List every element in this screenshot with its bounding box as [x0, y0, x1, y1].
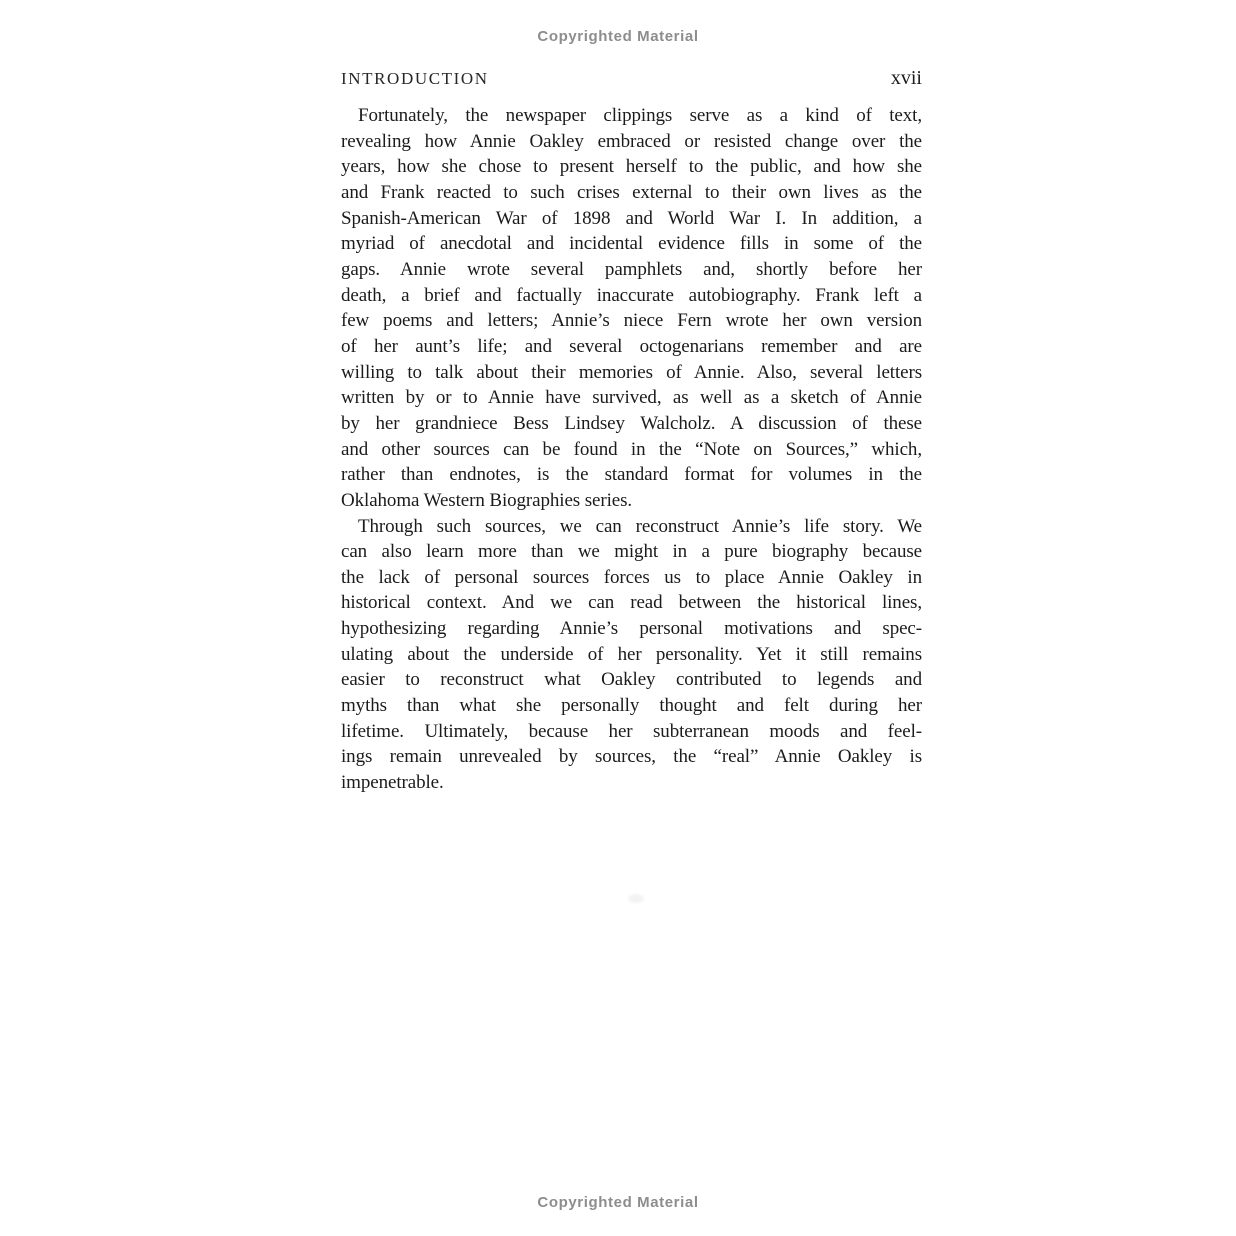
text-line: historical context. And we can read between the historical lines, — [341, 592, 922, 614]
paragraph — [341, 514, 922, 796]
page-number: xvii — [890, 67, 922, 89]
text-line: myriad of anecdotal and incidental evidence fills in some of the — [341, 233, 922, 255]
text-line: can also learn more than we might in a pure biography because — [341, 541, 922, 563]
text-line: rather than endnotes, is the standard format for volumes in the — [341, 464, 922, 486]
text-line: Oklahoma Western Biographies series. — [341, 489, 633, 511]
text-line: willing to talk about their memories of Annie. Also, several letters — [341, 361, 922, 383]
page-header — [341, 67, 922, 90]
text-line: Through such sources, we can reconstruct Annie’s life story. We — [358, 515, 922, 537]
text-line: and other sources can be found in the “Note on Sources,” which, — [341, 438, 922, 460]
text-line: of her aunt’s life; and several octogenarians remember and are — [341, 335, 922, 357]
text-line: myths than what she personally thought and felt during her — [341, 695, 922, 717]
text-line: the lack of personal sources forces us to place Annie Oakley in — [341, 566, 922, 588]
text-line: few poems and letters; Annie’s niece Fern wrote her own version — [341, 310, 922, 332]
scan-artifact — [628, 894, 644, 903]
text-line: years, how she chose to present herself to the public, and how she — [341, 156, 922, 178]
running-head: INTRODUCTION — [341, 69, 489, 88]
body-text — [341, 103, 922, 796]
text-line: gaps. Annie wrote several pamphlets and, shortly before her — [341, 258, 922, 280]
paragraph — [341, 103, 922, 514]
text-line: Spanish-American War of 1898 and World War I. In addition, a — [341, 207, 922, 229]
text-line: by her grandniece Bess Lindsey Walcholz. A discussion of these — [341, 412, 922, 434]
text-line: ulating about the underside of her personality. Yet it still remains — [341, 643, 922, 665]
text-line: and Frank reacted to such crises external to their own lives as the — [341, 181, 922, 203]
text-line: revealing how Annie Oakley embraced or resisted change over the — [341, 130, 922, 152]
text-line: ings remain unrevealed by sources, the “real” Annie Oakley is — [341, 746, 922, 768]
text-line: impenetrable. — [341, 772, 444, 794]
copyright-notice-bottom: Copyrighted Material — [537, 1194, 699, 1211]
text-line: lifetime. Ultimately, because her subterranean moods and feel- — [341, 720, 922, 742]
text-line: Fortunately, the newspaper clippings serve as a kind of text, — [358, 105, 922, 126]
copyright-notice-top: Copyrighted Material — [537, 28, 699, 45]
text-line: death, a brief and factually inaccurate autobiography. Frank left a — [341, 284, 922, 306]
text-line: hypothesizing regarding Annie’s personal motivations and spec- — [341, 618, 922, 640]
text-line: easier to reconstruct what Oakley contributed to legends and — [341, 669, 922, 691]
text-line: written by or to Annie have survived, as well as a sketch of Annie — [341, 387, 922, 409]
